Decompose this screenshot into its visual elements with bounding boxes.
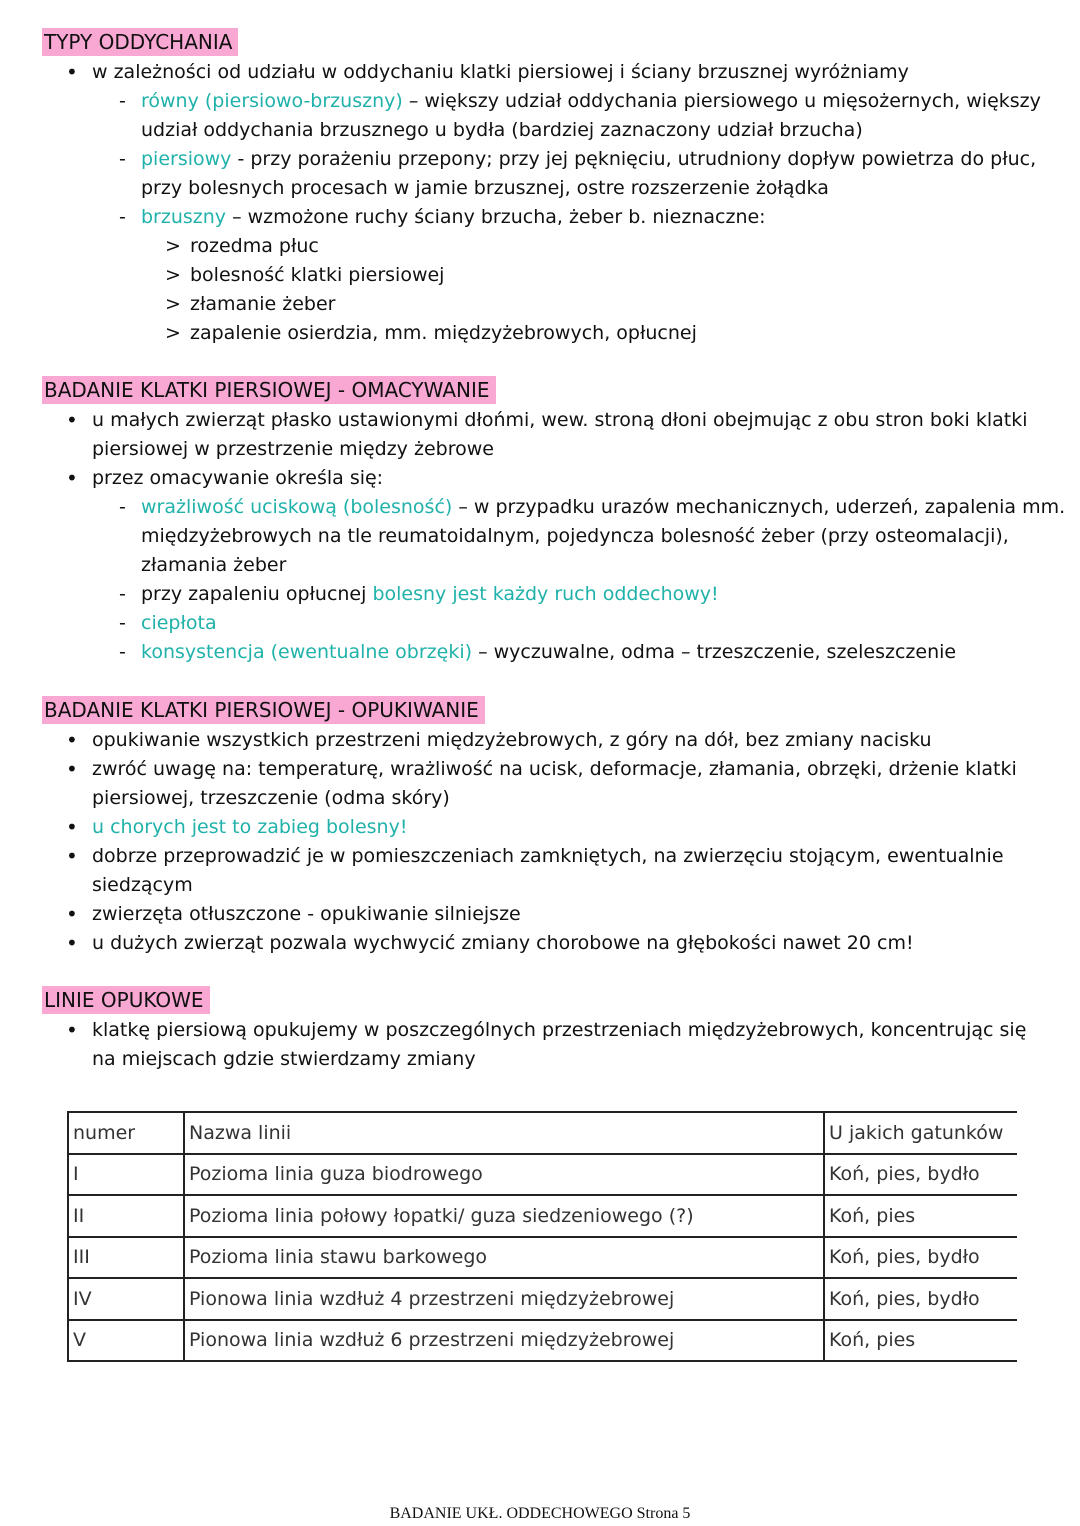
table-cell: Koń, pies, bydło — [824, 1278, 1017, 1320]
bullet-text: klatkę piersiową opukujemy w poszczególnych przestrzeniach międzyżebrowych, koncentrując się — [92, 1019, 1027, 1041]
table-cell: Pionowa linia wzdłuż 4 przestrzeni międzyżebrowej — [184, 1278, 824, 1320]
dash-continuation: międzyżebrowych na tle reumatoidalnym, pojedyncza bolesność żeber (przy osteomalacji), — [141, 525, 1009, 547]
table-cell: Koń, pies — [824, 1320, 1017, 1362]
bullet-continuation: siedzącym — [92, 874, 193, 896]
table-row — [68, 1154, 1017, 1196]
highlight-term: konsystencja (ewentualne obrzęki) — [141, 641, 473, 663]
highlight-term: równy (piersiowo-brzuszny) — [141, 90, 403, 112]
dash-item — [141, 87, 1041, 116]
bullet-text: przez omacywanie określa się: — [92, 467, 384, 489]
dash-continuation: złamania żeber — [141, 554, 287, 576]
section-heading-opukiwanie: BADANIE KLATKI PIERSIOWEJ - OPUKIWANIE — [42, 696, 485, 724]
bullet-item — [92, 842, 1004, 871]
highlight-term: wrażliwość uciskową (bolesność) — [141, 496, 453, 518]
bullet-item — [92, 813, 407, 842]
sub-item: > złamanie żeber — [190, 290, 335, 319]
table-header-row — [68, 1112, 1017, 1154]
table-cell: IV — [68, 1278, 184, 1320]
bullet-item — [92, 755, 1017, 784]
table-cell: Pozioma linia połowy łopatki/ guza siedzeniowego (?) — [184, 1195, 824, 1237]
bullet-item — [92, 406, 1028, 435]
table-cell: III — [68, 1237, 184, 1279]
dash-item — [141, 638, 956, 667]
dash-item — [141, 203, 766, 232]
page-footer: BADANIE UKŁ. ODDECHOWEGO Strona 5 — [389, 1505, 691, 1522]
dash-item — [141, 609, 217, 638]
highlight-term: ciepłota — [141, 612, 217, 634]
dash-item — [141, 145, 1036, 174]
table-cell: Koń, pies — [824, 1195, 1017, 1237]
bullet-continuation: na miejscach gdzie stwierdzamy zmiany — [92, 1048, 476, 1070]
bullet-continuation: piersiowej, trzeszczenie (odma skóry) — [92, 787, 450, 809]
table-row — [68, 1237, 1017, 1279]
dash-continuation: udział oddychania brzusznego u bydła (bardziej zaznaczony udział brzucha) — [141, 119, 863, 141]
bullet-text: u dużych zwierząt pozwala wychwycić zmiany chorobowe na głębokości nawet 20 cm! — [92, 932, 914, 954]
table-header-cell: Nazwa linii — [184, 1112, 824, 1154]
bullet-item — [92, 929, 914, 958]
table-cell: Koń, pies, bydło — [824, 1154, 1017, 1196]
section-heading-omacywanie: BADANIE KLATKI PIERSIOWEJ - OMACYWANIE — [42, 376, 496, 404]
table-cell: Pozioma linia stawu barkowego — [184, 1237, 824, 1279]
bullet-text: w zależności od udziału w oddychaniu klatki piersiowej i ściany brzusznej wyróżniamy — [92, 61, 909, 83]
table-header-cell: U jakich gatunków — [824, 1112, 1017, 1154]
table-cell: Pionowa linia wzdłuż 6 przestrzeni międzyżebrowej — [184, 1320, 824, 1362]
dash-item — [141, 493, 1065, 522]
table-cell: Pozioma linia guza biodrowego — [184, 1154, 824, 1196]
bullet-item — [92, 58, 909, 87]
highlight-term: brzuszny — [141, 206, 227, 228]
bullet-item — [92, 1016, 1026, 1045]
dash-text: – wzmożone ruchy ściany brzucha, żeber b. nieznaczne: — [226, 206, 766, 228]
bullet-text: zwróć uwagę na: temperaturę, wrażliwość na ucisk, deformacje, złamania, obrzęki, drżenie klatki — [92, 758, 1017, 780]
dash-text: przy zapaleniu opłucnej — [141, 583, 373, 605]
dash-text: – w przypadku urazów mechanicznych, uderzeń, zapalenia mm. — [452, 496, 1066, 518]
bullet-item — [92, 464, 383, 493]
bullet-item — [92, 726, 932, 755]
section-heading-linie-opukowe: LINIE OPUKOWE — [42, 986, 210, 1014]
bullet-text: opukiwanie wszystkich przestrzeni międzyżebrowych, z góry na dół, bez zmiany nacisku — [92, 729, 932, 751]
bullet-item — [92, 900, 521, 929]
table-row — [68, 1320, 1017, 1362]
sub-item: > rozedma płuc — [190, 232, 319, 261]
table-cell: II — [68, 1195, 184, 1237]
dash-item — [141, 580, 719, 609]
table-cell: I — [68, 1154, 184, 1196]
dash-text: - przy porażeniu przepony; przy jej pęknięciu, utrudniony dopływ powietrza do płuc, — [231, 148, 1037, 170]
dash-text: – większy udział oddychania piersiowego u mięsożernych, większy — [402, 90, 1041, 112]
table-cell: V — [68, 1320, 184, 1362]
highlight-term: piersiowy — [141, 148, 232, 170]
highlight-term: bolesny jest każdy ruch oddechowy! — [372, 583, 719, 605]
sub-item: > bolesność klatki piersiowej — [190, 261, 444, 290]
dash-text: – wyczuwalne, odma – trzeszczenie, szeleszczenie — [472, 641, 957, 663]
table-row — [68, 1278, 1017, 1320]
dash-continuation: przy bolesnych procesach w jamie brzusznej, ostre rozszerzenie żołądka — [141, 177, 829, 199]
bullet-text: zwierzęta otłuszczone - opukiwanie silniejsze — [92, 903, 521, 925]
highlight-term: u chorych jest to zabieg bolesny! — [92, 816, 408, 838]
percussion-lines-table — [67, 1111, 1017, 1362]
bullet-continuation: piersiowej w przestrzenie między żebrowe — [92, 438, 494, 460]
bullet-text: dobrze przeprowadzić je w pomieszczeniach zamkniętych, na zwierzęciu stojącym, ewentualnie — [92, 845, 1004, 867]
table-row — [68, 1195, 1017, 1237]
sub-item: > zapalenie osierdzia, mm. międzyżebrowych, opłucnej — [190, 319, 697, 348]
table-header-cell: numer — [68, 1112, 184, 1154]
section-heading-typy-oddychania: TYPY ODDYCHANIA — [42, 28, 238, 56]
table-cell: Koń, pies, bydło — [824, 1237, 1017, 1279]
bullet-text: u małych zwierząt płasko ustawionymi dłońmi, wew. stroną dłoni obejmując z obu stron boki klatki — [92, 409, 1028, 431]
